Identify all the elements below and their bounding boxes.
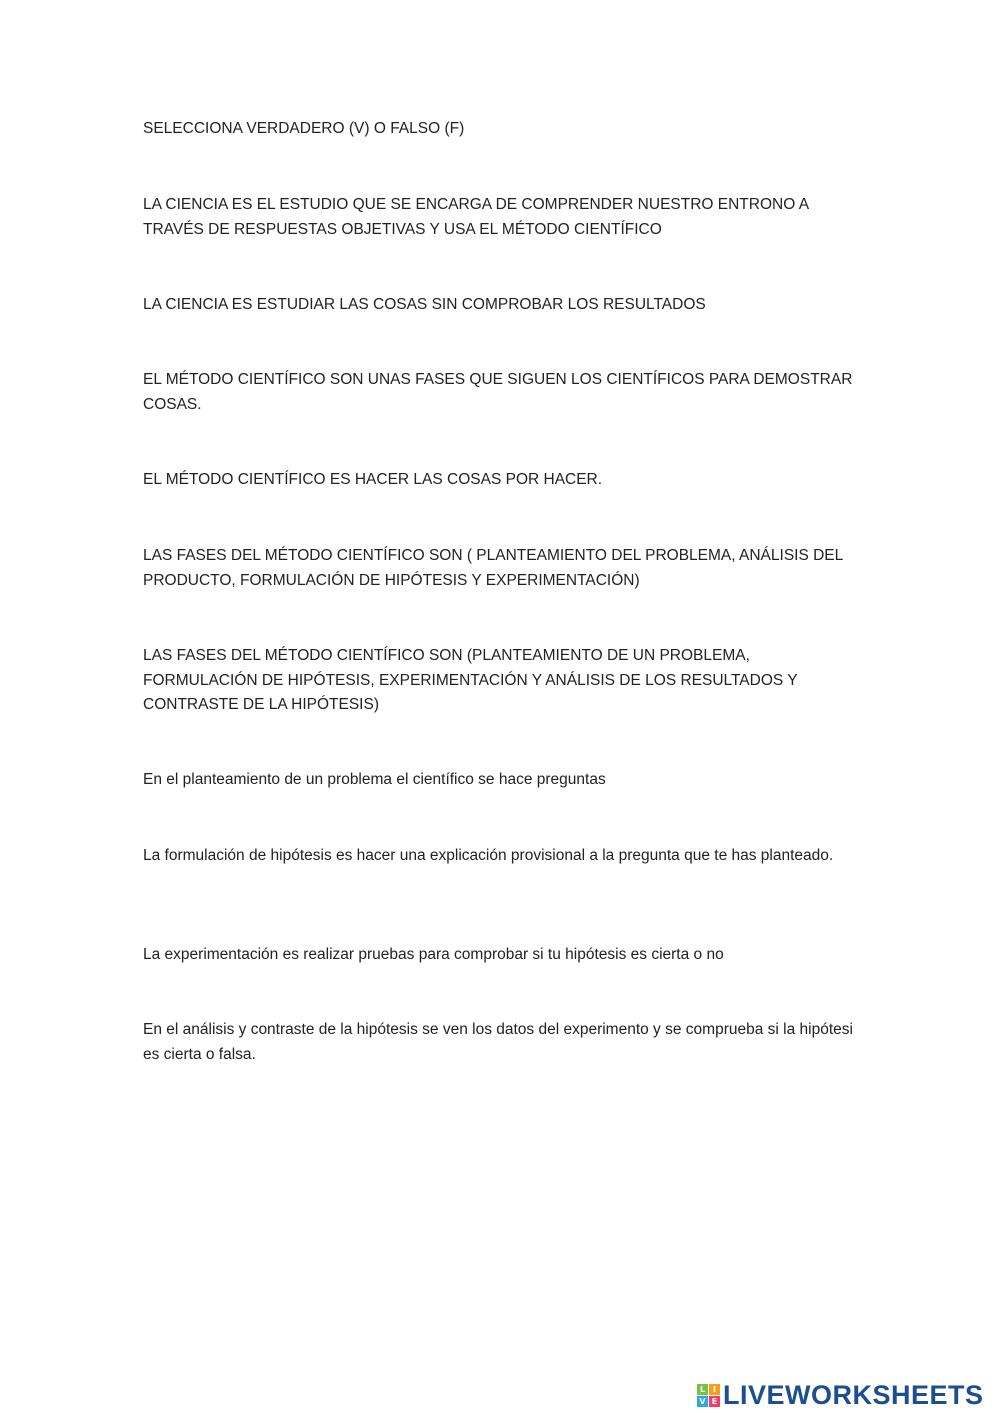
statement-5: LAS FASES DEL MÉTODO CIENTÍFICO SON ( PLANTEAMIENTO DEL PROBLEMA, ANÁLISIS DEL PRODUCTO, FORMULACIÓN DE HIPÓTESIS Y EXPERIMENTACIÓN) xyxy=(143,547,843,589)
statement-7: En el planteamiento de un problema el científico se hace preguntas xyxy=(143,771,606,788)
logo-badge-letter: E xyxy=(709,1396,720,1407)
statement-2: LA CIENCIA ES ESTUDIAR LAS COSAS SIN COMPROBAR LOS RESULTADOS xyxy=(143,296,706,313)
statement-6: LAS FASES DEL MÉTODO CIENTÍFICO SON (PLANTEAMIENTO DE UN PROBLEMA, FORMULACIÓN DE HIPÓTESIS, EXPERIMENTACIÓN Y ANÁLISIS DE LOS RESULTADOS Y CONTRASTE DE LA HIPÓTESIS) xyxy=(143,647,798,713)
statement-4: EL MÉTODO CIENTÍFICO ES HACER LAS COSAS POR HACER. xyxy=(143,471,603,488)
statement-3: EL MÉTODO CIENTÍFICO SON UNAS FASES QUE SIGUEN LOS CIENTÍFICOS PARA DEMOSTRAR COSAS. xyxy=(143,371,853,413)
statement-8: La formulación de hipótesis es hacer una explicación provisional a la pregunta que te has planteado. xyxy=(143,847,834,864)
logo-badge-letter: L xyxy=(697,1384,708,1395)
logo-badge-letter: I xyxy=(709,1384,720,1395)
statement-1: LA CIENCIA ES EL ESTUDIO QUE SE ENCARGA DE COMPRENDER NUESTRO ENTRONO A TRAVÉS DE RESPUESTAS OBJETIVAS Y USA EL MÉTODO CIENTÍFICO xyxy=(143,196,809,238)
statement-10: En el análisis y contraste de la hipótesis se ven los datos del experimento y se comprueba si la hipótesi es cierta o falsa. xyxy=(143,1021,853,1063)
logo-badge-letter: V xyxy=(697,1396,708,1407)
statement-9: La experimentación es realizar pruebas para comprobar si tu hipótesis es cierta o no xyxy=(143,946,724,963)
instruction-heading: SELECCIONA VERDADERO (V) O FALSO (F) xyxy=(143,120,465,137)
logo-wordmark: LIVEWORKSHEETS xyxy=(723,1380,984,1410)
logo-badge-icon xyxy=(697,1384,720,1407)
liveworksheets-logo xyxy=(697,1378,984,1412)
